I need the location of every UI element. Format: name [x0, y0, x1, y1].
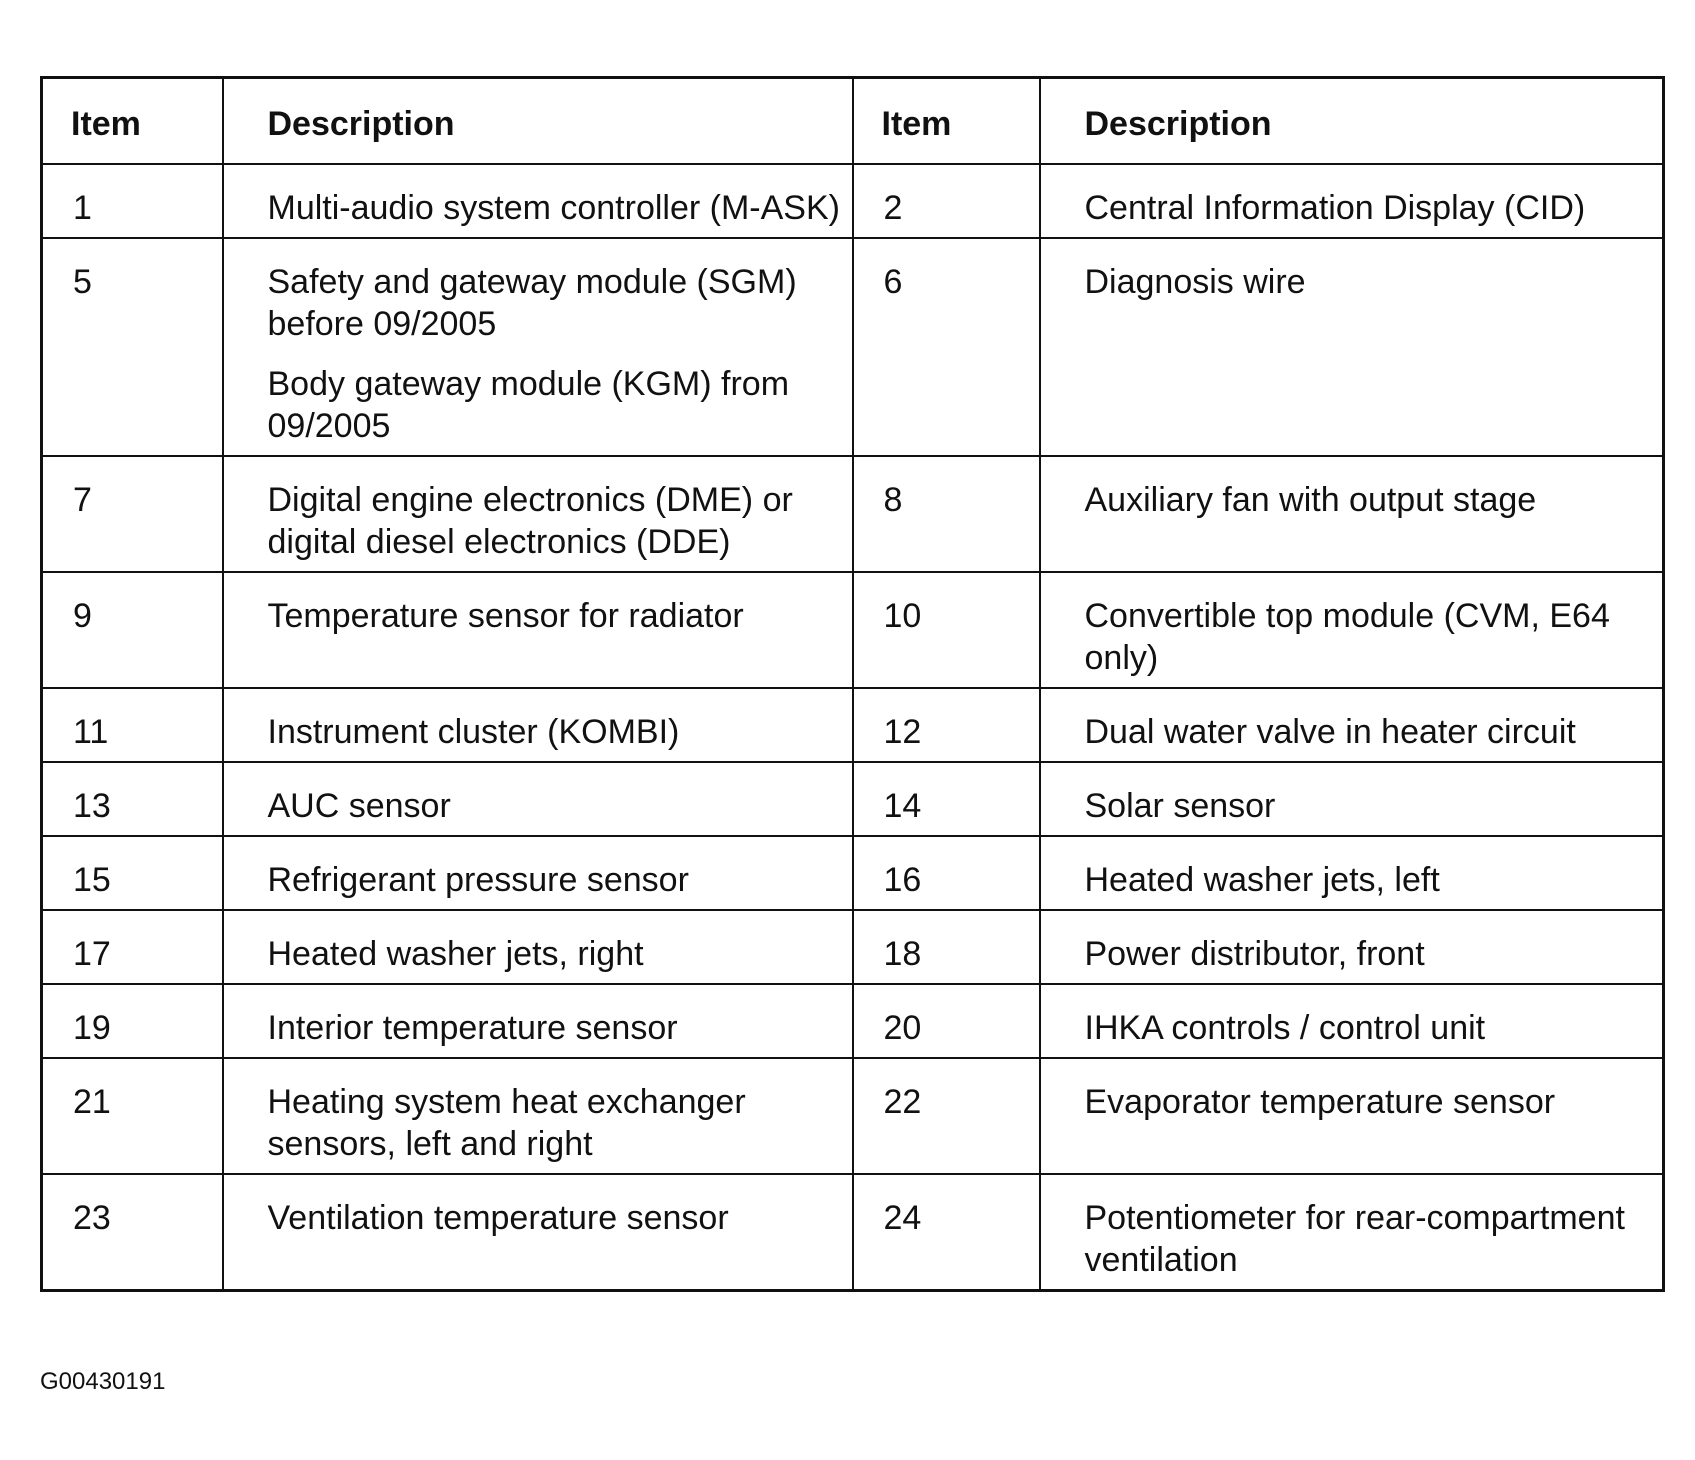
description-right — [1040, 164, 1664, 238]
table-row — [42, 1174, 1664, 1291]
table-row — [42, 836, 1664, 910]
description-left — [223, 836, 853, 910]
description-left — [223, 688, 853, 762]
table-row — [42, 164, 1664, 238]
description-left — [223, 1174, 853, 1291]
description-text: Auxiliary fan with output stage — [1084, 481, 1537, 519]
item-number-right: 24 — [853, 1174, 1040, 1291]
item-number-right: 14 — [853, 762, 1040, 836]
table-row — [42, 762, 1664, 836]
item-number-left: 1 — [42, 164, 223, 238]
description-text: Potentiometer for rear-compartment ventilation — [1084, 1199, 1625, 1279]
description-text: IHKA controls / control unit — [1084, 1009, 1486, 1047]
item-number-right: 20 — [853, 984, 1040, 1058]
description-right — [1040, 456, 1664, 572]
description-left — [223, 456, 853, 572]
description-left — [223, 762, 853, 836]
legend-table — [40, 76, 1665, 1292]
description-text: Convertible top module (CVM, E64 only) — [1084, 597, 1610, 677]
description-text: Instrument cluster (KOMBI) — [267, 713, 680, 751]
table-row — [42, 1058, 1664, 1174]
description-right — [1040, 572, 1664, 688]
table-row — [42, 238, 1664, 456]
item-number-left: 13 — [42, 762, 223, 836]
table-row — [42, 688, 1664, 762]
description-text: Central Information Display (CID) — [1084, 189, 1586, 227]
figure-id: G00430191 — [40, 1368, 166, 1395]
table-row — [42, 572, 1664, 688]
description-text: Safety and gateway module (SGM) before 09/2005 — [267, 263, 797, 343]
item-number-left: 5 — [42, 238, 223, 456]
item-number-right: 2 — [853, 164, 1040, 238]
description-text: Interior temperature sensor — [267, 1009, 678, 1047]
item-number-left: 15 — [42, 836, 223, 910]
description-right — [1040, 984, 1664, 1058]
item-number-left: 11 — [42, 688, 223, 762]
header-item-right: Item — [853, 78, 1040, 165]
item-number-right: 12 — [853, 688, 1040, 762]
item-number-right: 10 — [853, 572, 1040, 688]
table-row — [42, 456, 1664, 572]
description-right — [1040, 910, 1664, 984]
description-text: Refrigerant pressure sensor — [267, 861, 689, 899]
item-number-left: 17 — [42, 910, 223, 984]
description-text: Power distributor, front — [1084, 935, 1425, 973]
description-text: Ventilation temperature sensor — [267, 1199, 729, 1237]
description-text: Dual water valve in heater circuit — [1084, 713, 1576, 751]
description-text: Digital engine electronics (DME) or digital diesel electronics (DDE) — [267, 481, 793, 561]
description-text: Solar sensor — [1084, 787, 1276, 825]
description-right — [1040, 238, 1664, 456]
description-left — [223, 572, 853, 688]
description-text: Diagnosis wire — [1084, 263, 1306, 301]
description-text: Evaporator temperature sensor — [1084, 1083, 1556, 1121]
description-text: Body gateway module (KGM) from 09/2005 — [267, 365, 790, 445]
item-number-right: 16 — [853, 836, 1040, 910]
table-row — [42, 910, 1664, 984]
item-number-left: 9 — [42, 572, 223, 688]
item-number-left: 23 — [42, 1174, 223, 1291]
description-text: Heated washer jets, left — [1084, 861, 1440, 899]
description-right — [1040, 836, 1664, 910]
description-text: Heating system heat exchanger sensors, left and right — [267, 1083, 746, 1163]
item-number-left: 21 — [42, 1058, 223, 1174]
description-right — [1040, 762, 1664, 836]
description-right — [1040, 1058, 1664, 1174]
description-text: Temperature sensor for radiator — [267, 597, 744, 635]
item-number-right: 6 — [853, 238, 1040, 456]
description-left — [223, 1058, 853, 1174]
description-left — [223, 984, 853, 1058]
table-row — [42, 984, 1664, 1058]
legend-body — [42, 164, 1664, 1291]
description-text: Heated washer jets, right — [267, 935, 644, 973]
description-text: Multi-audio system controller (M-ASK) — [267, 189, 840, 227]
item-number-right: 8 — [853, 456, 1040, 572]
item-number-right: 22 — [853, 1058, 1040, 1174]
header-row — [42, 78, 1664, 165]
description-left — [223, 164, 853, 238]
description-text: AUC sensor — [267, 787, 451, 825]
description-left — [223, 910, 853, 984]
item-number-left: 19 — [42, 984, 223, 1058]
header-description-right: Description — [1040, 78, 1664, 165]
item-number-right: 18 — [853, 910, 1040, 984]
header-description-left: Description — [223, 78, 853, 165]
item-number-left: 7 — [42, 456, 223, 572]
description-right — [1040, 688, 1664, 762]
header-item-left: Item — [42, 78, 223, 165]
description-right — [1040, 1174, 1664, 1291]
description-left — [223, 238, 853, 456]
